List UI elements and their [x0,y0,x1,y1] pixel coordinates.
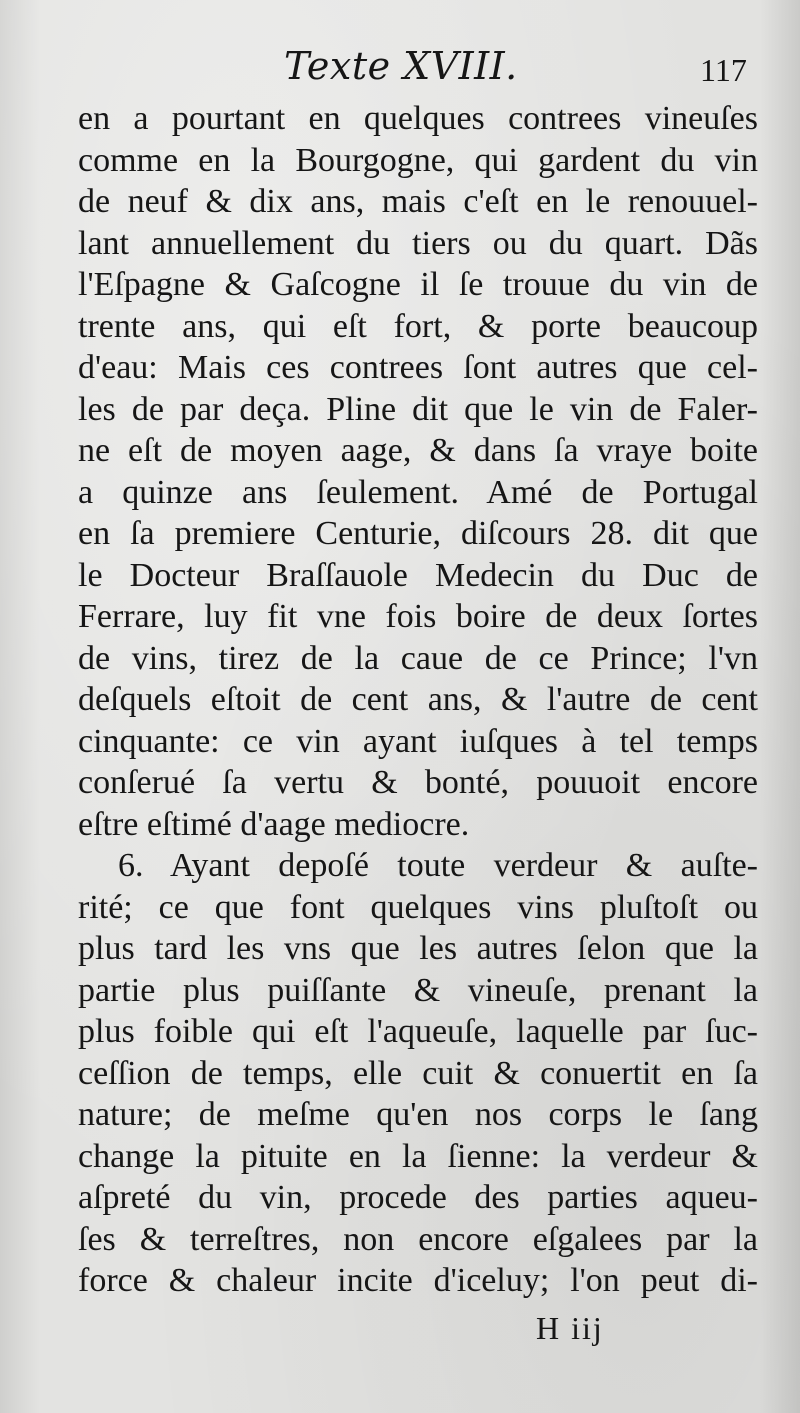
text-line: en ſa premiere Centurie, diſcours 28. dit que [78,515,758,552]
text-line: ſes & terreſtres, non encore eſgalees par la [78,1220,758,1258]
text-line: ne eſt de moyen aage, & dans ſa vraye boite [78,432,758,469]
text-line: conſerué ſa vertu & bonté, pouuoit encore [78,764,758,801]
text-line: les de par deça. Pline dit que le vin de Faler- [78,390,758,428]
text-line: force & chaleur incite d'iceluy; l'on peut di- [78,1262,758,1299]
text-line: le Docteur Braſſauole Medecin du Duc de [78,556,758,594]
text-line: d'eau: Mais ces contrees ſont autres que cel- [78,349,758,386]
page-number: 117 [700,52,747,88]
text-line: Ferrare, luy fit vne fois boire de deux ſortes [78,598,758,635]
text-line: a quinze ans ſeulement. Amé de Portugal [78,473,758,511]
text-line: deſquels eſtoit de cent ans, & l'autre de cent [78,681,758,718]
body-text [78,98,758,1302]
text-line: aſpreté du vin, procede des parties aqueu- [78,1179,758,1216]
text-line: plus foible qui eſt l'aqueuſe, laquelle par ſuc- [78,1013,758,1050]
signature-mark: H iij [536,1310,604,1346]
text-line: ceſſion de temps, elle cuit & conuertit en ſa [78,1054,758,1092]
text-line: en a pourtant en quelques contrees vineuſes [78,100,758,137]
text-line: rité; ce que font quelques vins pluſtoſt ou [78,888,758,926]
text-line: comme en la Bourgogne, qui gardent du vin [78,141,758,179]
text-line: lant annuellement du tiers ou du quart. Dãs [78,224,758,262]
paragraph-start-line: 6. Ayant depoſé toute verdeur & auſte- [118,847,758,884]
text-line: change la pituite en la ſienne: la verdeur & [78,1137,758,1175]
text-line: trente ans, qui eſt fort, & porte beaucoup [78,307,758,345]
text-line: partie plus puiſſante & vineuſe, prenant la [78,971,758,1009]
running-title: Texte XVIII. [284,44,518,88]
text-line: eſtre eſtimé d'aage mediocre. [78,805,470,843]
text-line: plus tard les vns que les autres ſelon que la [78,930,758,967]
text-line: de neuf & dix ans, mais c'eſt en le renouuel- [78,183,758,220]
text-line: de vins, tirez de la caue de ce Prince; l'vn [78,639,758,677]
text-line: nature; de meſme qu'en nos corps le ſang [78,1096,758,1133]
text-line: cinquante: ce vin ayant iuſques à tel temps [78,722,758,760]
page-header [0,36,800,96]
text-line: l'Eſpagne & Gaſcogne il ſe trouue du vin de [78,266,758,303]
